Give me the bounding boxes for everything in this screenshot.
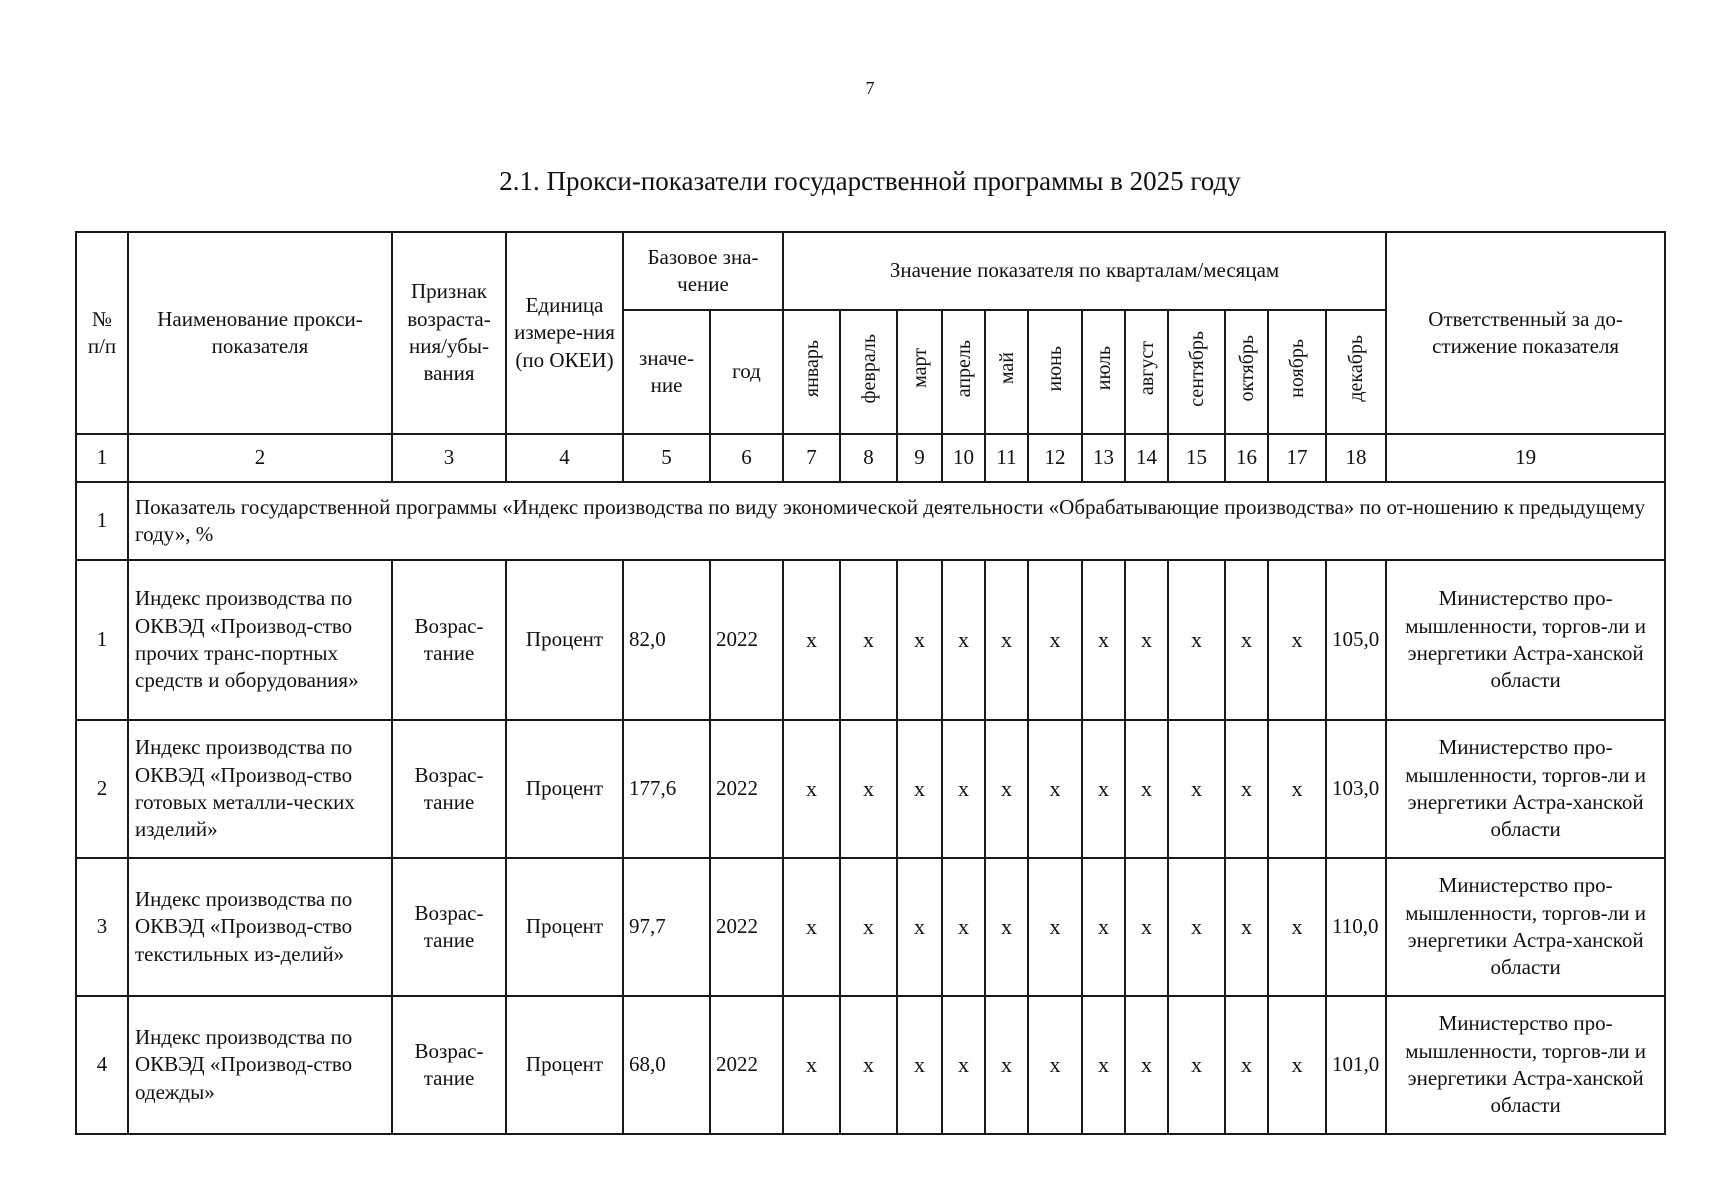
month-value: х [1225,996,1268,1134]
table-row [76,720,1665,858]
base-year: 2022 [710,996,783,1134]
month-value: х [985,996,1028,1134]
month-label: август [1135,341,1158,396]
header-base-year: год [710,310,783,434]
column-number: 6 [710,434,783,482]
month-label: март [908,348,931,389]
month-value: х [1125,996,1168,1134]
month-value: х [942,996,985,1134]
column-number: 3 [392,434,506,482]
document-title: 2.1. Прокси-показатели государственной программы в 2025 году [499,166,1241,196]
month-value: х [783,996,840,1134]
column-number: 14 [1125,434,1168,482]
page-number: 7 [865,78,875,98]
indicator-name: Индекс производства по ОКВЭД «Производ-ство готовых металли-ческих изделий» [128,720,392,858]
unit-of-measure: Процент [506,858,623,996]
column-number: 16 [1225,434,1268,482]
month-value: х [1225,858,1268,996]
row-number: 4 [76,996,128,1134]
base-value: 97,7 [623,858,710,996]
month-value: х [783,720,840,858]
column-number: 7 [783,434,840,482]
table-row [76,858,1665,996]
column-number: 13 [1082,434,1125,482]
indicator-name: Индекс производства по ОКВЭД «Производ-ство текстильных из-делий» [128,858,392,996]
column-number: 2 [128,434,392,482]
month-value: х [1028,560,1082,720]
month-value: х [1225,560,1268,720]
month-label: декабрь [1345,335,1368,402]
data-rows [76,560,1665,1134]
month-value: х [1082,720,1125,858]
header-row-top [76,232,1665,310]
header-sign: Признак возраста-ния/убы-вания [392,232,506,434]
header-month-nov [1268,310,1326,434]
header-unit: Единица измере-ния (по ОКЕИ) [506,232,623,434]
month-value-december: 105,0 [1326,560,1386,720]
month-label: июнь [1044,345,1066,392]
unit-of-measure: Процент [506,996,623,1134]
column-number: 9 [897,434,942,482]
month-label: сентябрь [1185,330,1208,407]
month-value: х [1168,720,1225,858]
month-value: х [1082,858,1125,996]
column-number: 18 [1326,434,1386,482]
month-label: январь [800,339,823,397]
header-base-group: Базовое зна-чение [623,232,783,310]
base-year: 2022 [710,858,783,996]
month-value: х [985,560,1028,720]
month-label: октябрь [1235,335,1258,402]
month-value: х [1125,720,1168,858]
month-label: апрель [952,339,975,397]
base-value: 82,0 [623,560,710,720]
column-number: 12 [1028,434,1082,482]
column-number: 15 [1168,434,1225,482]
row-number: 2 [76,720,128,858]
month-value: х [985,720,1028,858]
direction-sign: Возрас-тание [392,858,506,996]
header-month-jun [1028,310,1082,434]
month-value: х [1168,560,1225,720]
month-value: х [1168,858,1225,996]
base-value: 68,0 [623,996,710,1134]
month-value-december: 101,0 [1326,996,1386,1134]
column-number: 4 [506,434,623,482]
column-number: 1 [76,434,128,482]
table-row [76,996,1665,1134]
month-label: май [995,352,1018,385]
column-number: 10 [942,434,985,482]
month-value: х [1268,996,1326,1134]
header-responsible: Ответственный за до-стижение показателя [1386,232,1665,434]
month-value: х [783,560,840,720]
direction-sign: Возрас-тание [392,560,506,720]
month-label: июль [1092,346,1115,391]
column-number: 17 [1268,434,1326,482]
indicator-name: Индекс производства по ОКВЭД «Производ-ство одежды» [128,996,392,1134]
header-base-value: значе-ние [623,310,710,434]
table-row [76,560,1665,720]
base-year: 2022 [710,560,783,720]
month-value: х [1082,996,1125,1134]
header-month-oct [1225,310,1268,434]
header-month-jul [1082,310,1125,434]
month-label: февраль [857,333,880,404]
header-month-jan [783,310,840,434]
month-value: х [783,858,840,996]
month-value: х [942,858,985,996]
month-value: х [1028,720,1082,858]
indicator-name: Индекс производства по ОКВЭД «Производ-ство прочих транс-портных средств и оборудования» [128,560,392,720]
responsible-body: Министерство про-мышленности, торгов-ли и энергетики Астра-ханской области [1386,560,1665,720]
month-value: х [897,560,942,720]
responsible-body: Министерство про-мышленности, торгов-ли и энергетики Астра-ханской области [1386,858,1665,996]
proxy-indicators-table [75,231,1666,1135]
responsible-body: Министерство про-мышленности, торгов-ли и энергетики Астра-ханской области [1386,720,1665,858]
month-value: х [1268,560,1326,720]
month-value: х [1028,858,1082,996]
month-value: х [1225,720,1268,858]
month-value: х [840,996,897,1134]
header-month-apr [942,310,985,434]
month-value: х [897,720,942,858]
column-number: 5 [623,434,710,482]
responsible-body: Министерство про-мышленности, торгов-ли и энергетики Астра-ханской области [1386,996,1665,1134]
column-number: 8 [840,434,897,482]
unit-of-measure: Процент [506,560,623,720]
month-value: х [840,858,897,996]
month-label: ноябрь [1286,338,1308,398]
header-month-aug [1125,310,1168,434]
direction-sign: Возрас-тание [392,720,506,858]
section-title: Показатель государственной программы «Индекс производства по виду экономической деятельности «Обрабатывающие производства» по от-ношению к предыдущему году», % [128,482,1665,560]
month-value: х [1028,996,1082,1134]
base-value: 177,6 [623,720,710,858]
month-value: х [897,996,942,1134]
month-value: х [1125,560,1168,720]
header-month-may [985,310,1028,434]
month-value: х [1168,996,1225,1134]
unit-of-measure: Процент [506,720,623,858]
header-months-group: Значение показателя по кварталам/месяцам [783,232,1386,310]
month-value-december: 103,0 [1326,720,1386,858]
header-month-sep [1168,310,1225,434]
month-value: х [840,720,897,858]
month-value-december: 110,0 [1326,858,1386,996]
header-month-dec [1326,310,1386,434]
section-row [76,482,1665,560]
month-value: х [1082,560,1125,720]
row-number: 3 [76,858,128,996]
month-value: х [942,720,985,858]
month-value: х [1125,858,1168,996]
direction-sign: Возрас-тание [392,996,506,1134]
month-value: х [897,858,942,996]
header-month-feb [840,310,897,434]
month-value: х [840,560,897,720]
column-number: 11 [985,434,1028,482]
section-number: 1 [76,482,128,560]
row-number: 1 [76,560,128,720]
month-value: х [1268,720,1326,858]
month-value: х [985,858,1028,996]
base-year: 2022 [710,720,783,858]
header-month-mar [897,310,942,434]
header-name: Наименование прокси-показателя [128,232,392,434]
column-number: 19 [1386,434,1665,482]
month-value: х [942,560,985,720]
column-numbers-row [76,434,1665,482]
month-value: х [1268,858,1326,996]
header-no: № п/п [76,232,128,434]
